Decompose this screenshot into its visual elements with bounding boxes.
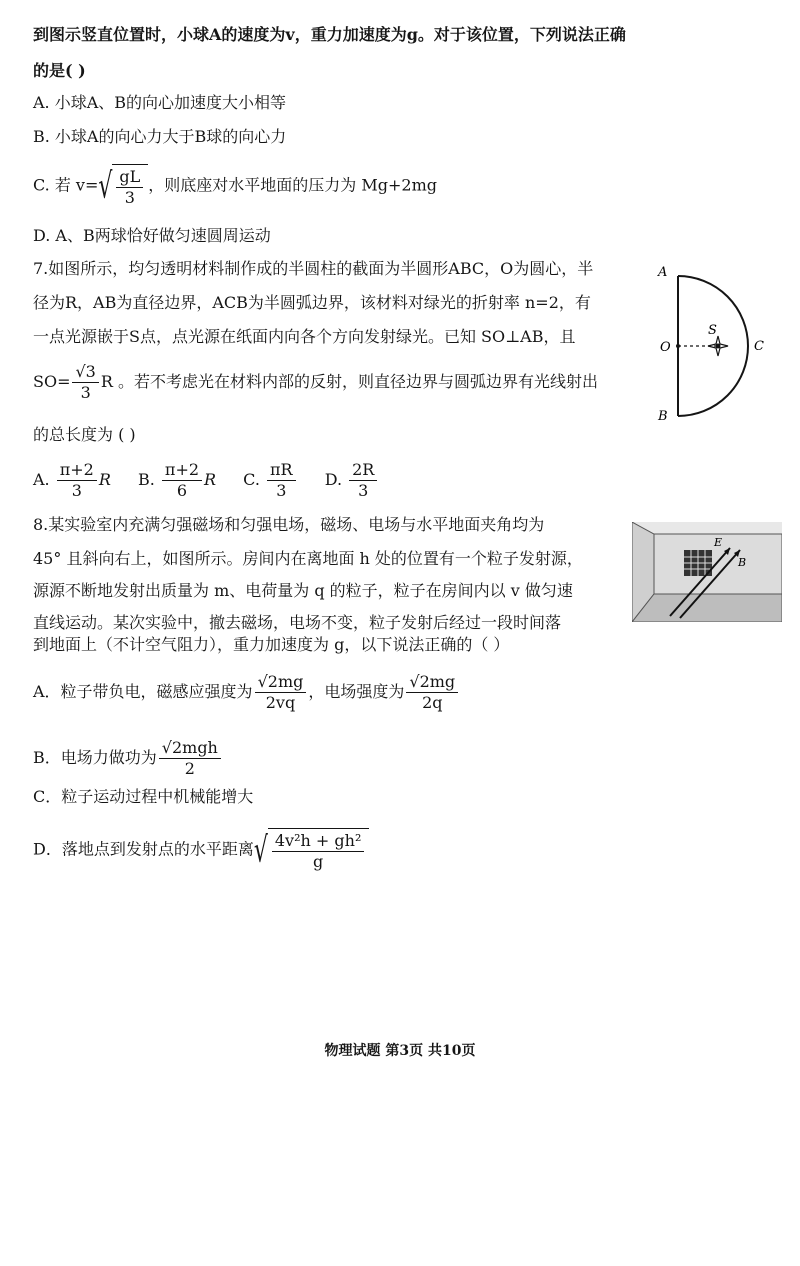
q7-label-a: A — [658, 265, 668, 280]
page-footer: 物理试题 第3页 共10页 — [324, 1043, 476, 1059]
q7-label-s: S — [708, 323, 717, 338]
q8-option-d: D．落地点到发射点的水平距离√ $\frac{\text{4v²h + gh²}}{g}$ — [33, 828, 369, 872]
q6-option-d: D. A、B两球恰好做匀速圆周运动 — [33, 226, 271, 245]
q7-options — [33, 460, 401, 501]
q6-option-a: A. 小球A、B的向心加速度大小相等 — [33, 93, 287, 112]
q8-line4: 直线运动。某次实验中，撤去磁场，电场不变，粒子发射后经过一段时间落 — [33, 613, 562, 632]
q6-option-c-den: 3 — [124, 188, 135, 207]
q8-label-e: E — [714, 536, 723, 549]
q8-option-a: A．粒子带负电，磁感应强度为 $\frac{√2mg}{2vq}$ ，电场强度为 $\frac{√2mg}{2q}$ — [33, 672, 460, 713]
q7-option-a: A. $\frac{\pi+2}{3}$ R — [33, 460, 111, 500]
q6-option-c-suffix: ，则底座对水平地面的压力为 Mg+2mg — [148, 175, 438, 195]
q8-line1: 8.某实验室内充满匀强磁场和匀强电场，磁场、电场与水平地面夹角均为 — [33, 515, 545, 534]
q7-label-b: B — [658, 409, 668, 424]
q6-option-c-prefix: C. 若 v= — [33, 175, 99, 195]
q7-line1: 7.如图所示，均匀透明材料制作成的半圆柱的截面为半圆形ABC，O为圆心，半 — [33, 259, 594, 278]
q8-line5: 到地面上（不计空气阻力），重力加速度为 g，以下说法正确的（ ） — [33, 635, 510, 654]
q8-line3: 源源不断地发射出质量为 m、电荷量为 q 的粒子，粒子在房间内以 v 做匀速 — [33, 581, 573, 600]
q7-label-o: O — [660, 340, 671, 355]
q7-line4-prefix: SO= — [33, 372, 71, 391]
q7-option-c: C. $\frac{\pi R}{3}$ — [243, 460, 297, 501]
q8-option-c: C．粒子运动过程中机械能增大 — [33, 787, 254, 806]
q7-line4-num: √3 — [72, 362, 98, 383]
q6-option-c — [33, 164, 437, 208]
q8-room-figure — [632, 522, 782, 622]
q7-line4 — [33, 362, 598, 403]
q7-line5: 的总长度为 ( ) — [33, 425, 136, 444]
q7-option-d: D. $\frac{2R}{3}$ — [325, 460, 380, 501]
q7-line4-suffix: R 。若不考虑光在材料内部的反射，则直径边界与圆弧边界有光线射出 — [100, 372, 598, 391]
q7-arc-acb — [678, 276, 748, 416]
q7-label-c: C — [754, 339, 764, 354]
q7-line2: 径为R，AB为直径边界，ACB为半圆弧边界，该材料对绿光的折射率 n=2，有 — [33, 293, 591, 312]
q7-line4-den: 3 — [80, 383, 91, 402]
q7-semicircle-figure — [650, 262, 780, 430]
q8-room-floor — [632, 594, 782, 622]
q6-option-c-sqrt: √ $\frac{gL}{3}$ — [98, 164, 148, 208]
q7-option-b: B. $\frac{\pi+2}{6}$ R — [137, 460, 217, 500]
q6-option-c-num: gL — [116, 167, 143, 188]
q6-stem-line1: 到图示竖直位置时，小球A的速度为v，重力加速度为g。对于该位置，下列说法正确 — [33, 25, 626, 44]
q7-point-o — [676, 344, 680, 348]
q8-label-b: B — [738, 556, 747, 569]
q6-stem-line2: 的是( ) — [33, 61, 86, 80]
q6-option-b: B. 小球A的向心力大于B球的向心力 — [33, 127, 287, 146]
q7-line3: 一点光源嵌于S点，点光源在纸面内向各个方向发射绿光。已知 SO⊥AB，且 — [33, 327, 576, 346]
q8-line2: 45° 且斜向右上，如图所示。房间内在离地面 h 处的位置有一个粒子发射源， — [33, 549, 583, 568]
q8-option-b: B．电场力做功为 $\frac{\text{√2mgh}}{2}$ — [33, 738, 223, 779]
